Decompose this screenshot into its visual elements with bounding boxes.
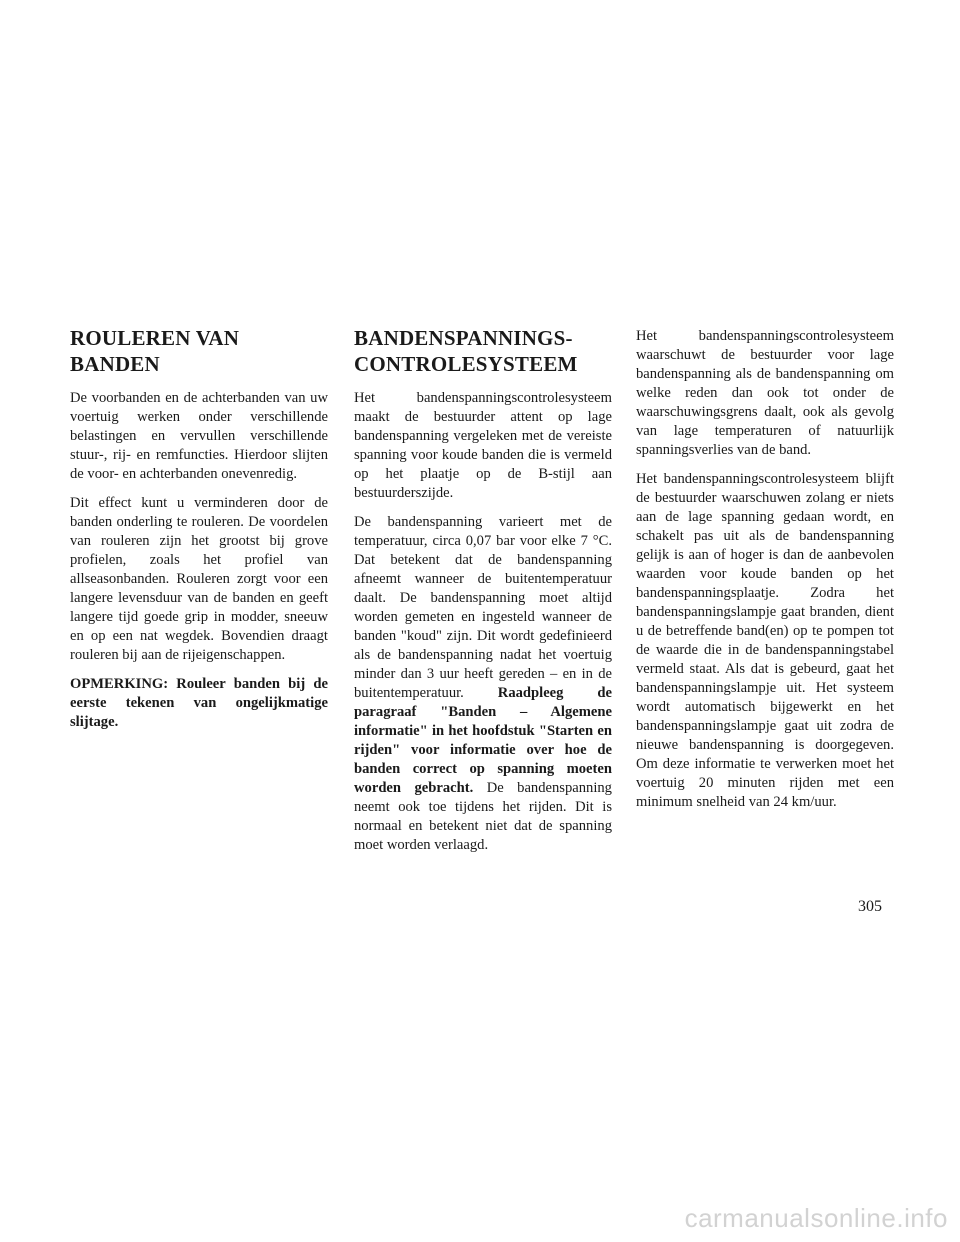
paragraph: De voorbanden en de achterbanden van uw voertuig werken onder verschillende belastingen en vervullen verschillende stuur-, rij- en remfuncties. Hierdoor slijten de voor- en achterbanden onevenredig.	[70, 390, 328, 482]
paragraph-mixed	[354, 513, 612, 855]
paragraph-text: De bandenspanning varieert met de temperatuur, circa 0,07 bar voor elke 7 °C. Dat betekent dat de bandenspanning afneemt wanneer de buitentemperatuur daalt. De bandenspanning moet altijd worden gemeten en ingesteld wanneer de banden "koud" zijn. Dit wordt gedefinieerd als de bandenspanning nadat het voertuig minder dan 3 uur heeft gereden – en in de buitentemperatuur.	[354, 514, 612, 701]
paragraph-text: De bandenspanning neemt ook toe tijdens het rijden. Dit is normaal en betekent niet dat de spanning moet worden verlaagd.	[354, 780, 612, 853]
middle-column	[354, 325, 612, 865]
section-heading-tpms: BANDENSPANNINGS-CONTROLESYSTEEM	[354, 326, 578, 376]
paragraph: Het bandenspanningscontrolesysteem blijft de bestuurder waarschuwen zolang er niets aan de lage spanning gedaan wordt, en schakelt pas uit als de bandenspanning gelijk is aan of hoger is dan de aanbevolen waarden voor koude banden op het bandenspanningsplaatje. Zodra het bandenspanningslampje gaat branden, dient u de betreffende band(en) op te pompen tot de waarde die in de bandenspanningstabel vermeld staat. Als dat is gebeurd, gaat het bandenspanningslampje uit. Het systeem wordt automatisch bijgewerkt en het bandenspanningslampje gaat uit zodra de nieuwe bandenspanning is doorgegeven. Om deze informatie te verwerken moet het voertuig 20 minuten rijden met een minimum snelheid van 24 km/uur.	[636, 471, 894, 810]
section-heading-rotation: ROULEREN VAN BANDEN	[70, 326, 240, 376]
paragraph: Het bandenspanningscontrolesysteem maakt de bestuurder attent op lage bandenspanning vergeleken met de vereiste spanning voor koude banden die is vermeld op het plaatje op de B-stijl aan bestuurderszijde.	[354, 390, 612, 501]
right-column	[636, 327, 894, 822]
page-number: 305	[858, 898, 882, 915]
note-paragraph: OPMERKING: Rouleer banden bij de eerste tekenen van ongelijkmatige slijtage.	[70, 676, 328, 730]
watermark: carmanualsonline.info	[684, 1203, 948, 1233]
paragraph: Dit effect kunt u verminderen door de banden onderling te rouleren. De voordelen van rouleren zijn het grootst bij grove profielen, zoals het profiel van allseasonbanden. Rouleren zorgt voor een langere levensduur van de banden en geeft langere tijd goede grip in modder, sneeuw en op een nat wegdek. Bovendien draagt rouleren bij aan de rijeigenschappen.	[70, 495, 328, 663]
paragraph: Het bandenspanningscontrolesysteem waarschuwt de bestuurder voor lage bandenspanning als de bandenspanning om welke reden dan ook tot onder de waarschuwingsgrens daalt, ook als gevolg van lage temperaturen of natuurlijk spanningsverlies van de band.	[636, 328, 894, 458]
paragraph-bold-reference: Raadpleeg de paragraaf "Banden – Algemene informatie" in het hoofdstuk "Starten en rijden" voor informatie over hoe de banden correct op spanning moeten worden gebracht.	[354, 685, 612, 796]
left-column	[70, 325, 328, 742]
